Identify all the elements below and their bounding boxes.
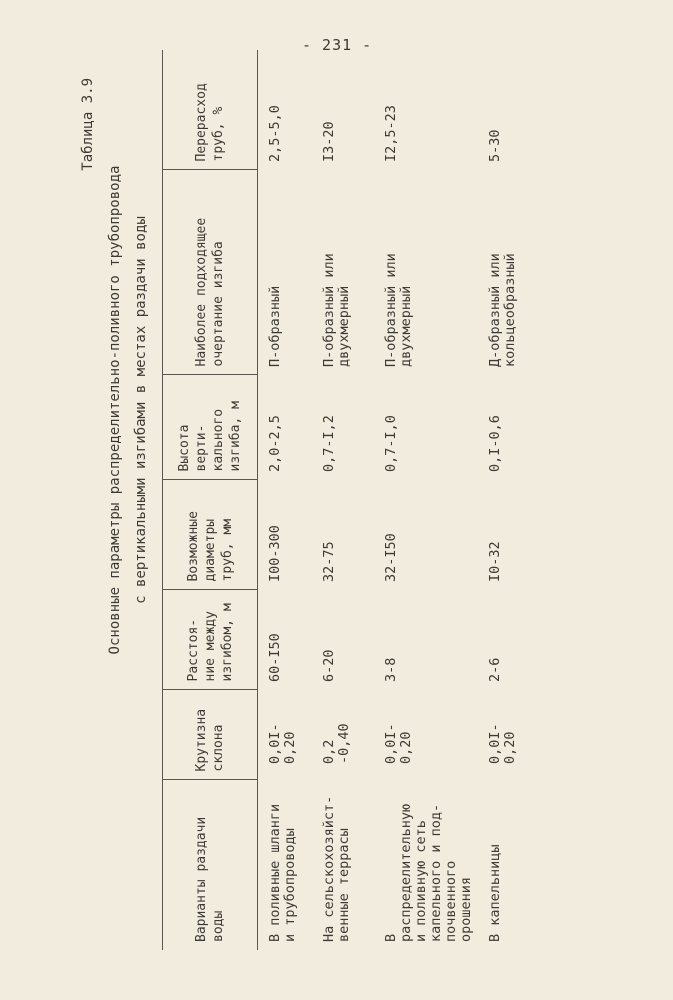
table-cell: П-образный или двухмерный (383, 253, 414, 367)
header-cell: Варианты раздачи воды (163, 780, 258, 950)
table-cell: 6-20 (321, 649, 337, 682)
table-cell: I2,5-23 (383, 105, 399, 162)
table-cell: 32-75 (321, 541, 337, 582)
table-cell: 0,0I-0,20 (383, 723, 414, 764)
header-cell: Наиболее подходящее очертание изгиба (163, 170, 258, 375)
table-cell: В поливные шланги и трубопроводы (267, 803, 298, 942)
table-cell: 3-8 (383, 657, 399, 682)
header-cell: Перерасход труб, % (163, 50, 258, 170)
table-cell: 0,0I-0,20 (267, 723, 298, 764)
table-label: Таблица 3.9 (80, 78, 96, 171)
table-cell: 60-I50 (267, 633, 283, 682)
page-number: - 231 - (302, 36, 373, 54)
table-row (312, 50, 374, 950)
table-cell: 0,I-0,6 (487, 415, 503, 472)
table-row (374, 50, 478, 950)
header-cell: Крутизна склона (163, 690, 258, 780)
table-cell: 0,0I-0,20 (487, 723, 518, 764)
rotated-table-sheet (80, 50, 560, 950)
table-cell: 0,7-I,2 (321, 415, 337, 472)
table-cell: I3-20 (321, 121, 337, 162)
table-cell: 2,0-2,5 (267, 415, 283, 472)
table-cell: Д-образный или кольцеобразный (487, 253, 518, 367)
table-cell: На сельскохозяйст-венные террасы (321, 795, 352, 942)
table-cell: I0-32 (487, 541, 503, 582)
table-cell: В капельницы (487, 844, 503, 942)
header-cell: Расстоя-ние между изгибом, м (163, 590, 258, 690)
table-row (258, 50, 313, 950)
parameters-table (162, 50, 532, 950)
title-line-2: с вертикальными изгибами в местах раздачи воды (133, 216, 149, 604)
table-cell: 0,7-I,0 (383, 415, 399, 472)
table-cell: П-образный или двухмерный (321, 253, 352, 367)
table-cell: 5-30 (487, 129, 503, 162)
header-cell: Высота верти-кального изгиба, м (163, 375, 258, 480)
table-cell: 2-6 (487, 657, 503, 682)
table-cell: 32-I50 (383, 533, 399, 582)
table-cell: 0,2 -0,40 (321, 723, 352, 764)
table-title (102, 80, 154, 740)
table-cell: 2,5-5,0 (267, 105, 283, 162)
table-cell: I00-300 (267, 525, 283, 582)
header-cell: Возможные диаметры труб, мм (163, 480, 258, 590)
table-row (478, 50, 532, 950)
table-cell: В распределительную и поливную сеть капельного и под-почвенного орошения (383, 803, 474, 942)
table-cell: П-образный (267, 285, 283, 367)
title-line-1: Основные параметры распределительно-поливного трубопровода (107, 165, 123, 655)
header-row (163, 50, 258, 950)
